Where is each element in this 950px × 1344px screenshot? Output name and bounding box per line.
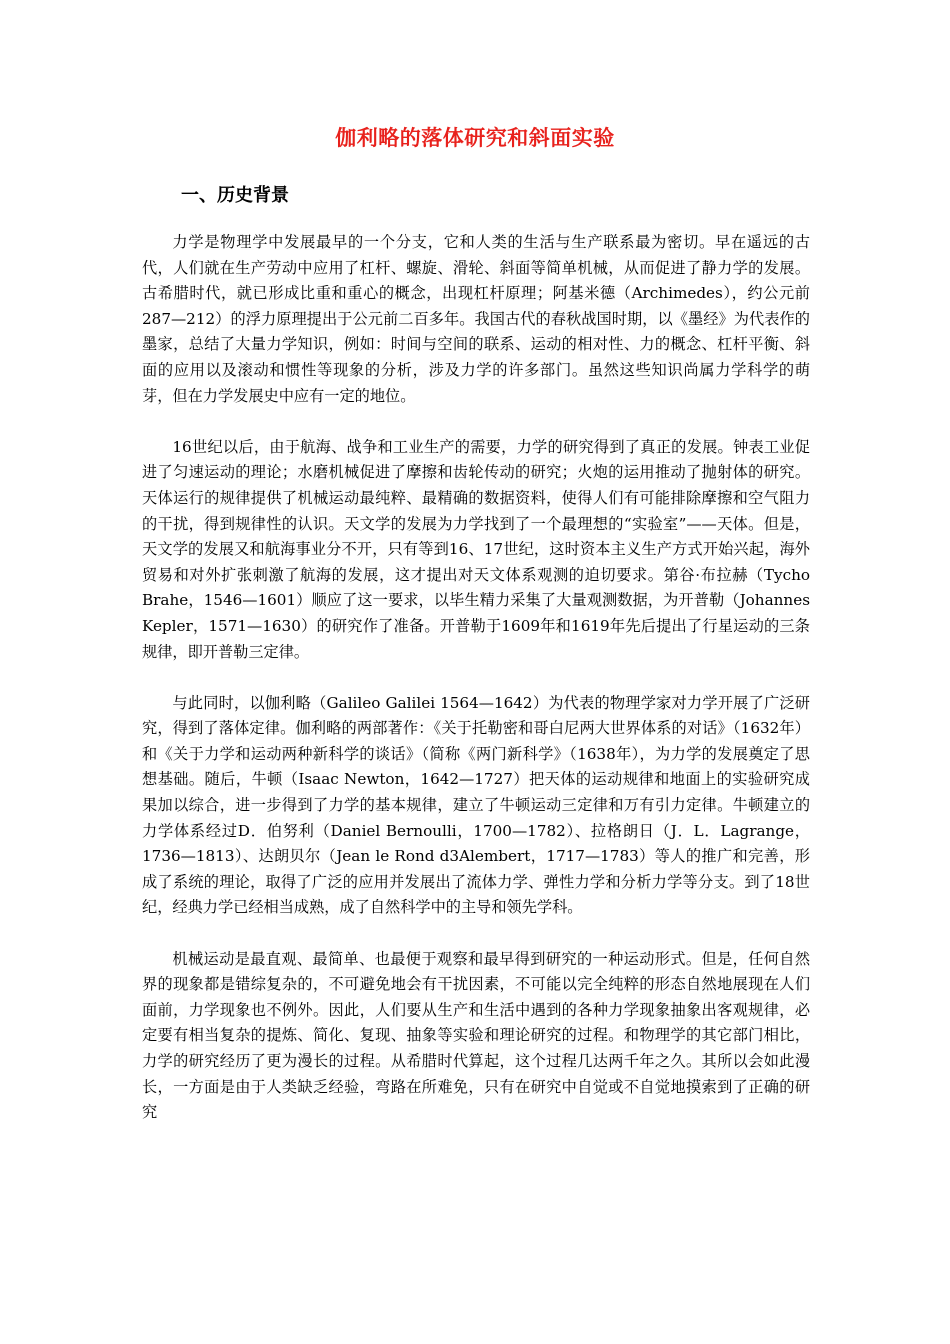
- paragraph-1: 力学是物理学中发展最早的一个分支，它和人类的生活与生产联系最为密切。早在遥远的古代，人们就在生产劳动中应用了杠杆、螺旋、滑轮、斜面等简单机械，从而促进了静力学的发展。古希腊时代，就已形成比重和重心的概念，出现杠杆原理；阿基米德（Archimedes），约公元前287—212）的浮力原理提出于公元前二百多年。我国古代的春秋战国时期，以《墨经》为代表作的墨家，总结了大量力学知识，例如：时间与空间的联系、运动的相对性、力的概念、杠杆平衡、斜面的应用以及滚动和惯性等现象的分析，涉及力学的许多部门。虽然这些知识尚属力学科学的萌芽，但在力学发展史中应有一定的地位。: [142, 233, 810, 405]
- section-heading: 一、历史背景: [181, 185, 289, 206]
- document-title: 伽利略的落体研究和斜面实验: [335, 126, 615, 150]
- paragraph-2: 16世纪以后，由于航海、战争和工业生产的需要，力学的研究得到了真正的发展。钟表工业促进了匀速运动的理论；水磨机械促进了摩擦和齿轮传动的研究；火炮的运用推动了抛射体的研究。天体运行的规律提供了机械运动最纯粹、最精确的数据资料，使得人们有可能排除摩擦和空气阻力的干扰，得到规律性的认识。天文学的发展为力学找到了一个最理想的“实验室”——天体。但是，天文学的发展又和航海事业分不开，只有等到16、17世纪，这时资本主义生产方式开始兴起，海外贸易和对外扩张刺激了航海的发展，这才提出对天文体系观测的迫切要求。第谷·布拉赫（Tycho Brahe，1546—1601）顺应了这一要求，以毕生精力采集了大量观测数据，为开普勒（Johannes Kepler，1571—1630）的研究作了准备。开普勒于1609年和1619年先后提出了行星运动的三条规律，即开普勒三定律。: [142, 437, 810, 661]
- document-body: [142, 230, 810, 1126]
- paragraph-4: 机械运动是最直观、最简单、也最便于观察和最早得到研究的一种运动形式。但是，任何自然界的现象都是错综复杂的，不可避免地会有干扰因素，不可能以完全纯粹的形态自然地展现在人们面前，力学现象也不例外。因此，人们要从生产和生活中遇到的各种力学现象抽象出客观规律，必定要有相当复杂的提炼、简化、复现、抽象等实验和理论研究的过程。和物理学的其它部门相比，力学的研究经历了更为漫长的过程。从希腊时代算起，这个过程几达两千年之久。其所以会如此漫长，一方面是由于人类缺乏经验，弯路在所难免，只有在研究中自觉或不自觉地摸索到了正确的研究: [142, 949, 810, 1122]
- paragraph-3: 与此同时，以伽利略（Galileo Galilei 1564—1642）为代表的物理学家对力学开展了广泛研究，得到了落体定律。伽利略的两部著作：《关于托勒密和哥白尼两大世界体系的对话》（1632年）和《关于力学和运动两种新科学的谈话》（简称《两门新科学》（1638年），为力学的发展奠定了思想基础。随后，牛顿（Isaac Newton，1642—1727）把天体的运动规律和地面上的实验研究成果加以综合，进一步得到了力学的基本规律，建立了牛顿运动三定律和万有引力定律。牛顿建立的力学体系经过D．伯努利（Daniel Bernoulli，1700—1782）、拉格朗日（J．L．Lagrange，1736—1813）、达朗贝尔（Jean le Rond d3Alembert，1717—1783）等人的推广和完善，形成了系统的理论，取得了广泛的应用并发展出了流体力学、弹性力学和分析力学等分支。到了18世纪，经典力学已经相当成熟，成了自然科学中的主导和领先学科。: [142, 693, 810, 917]
